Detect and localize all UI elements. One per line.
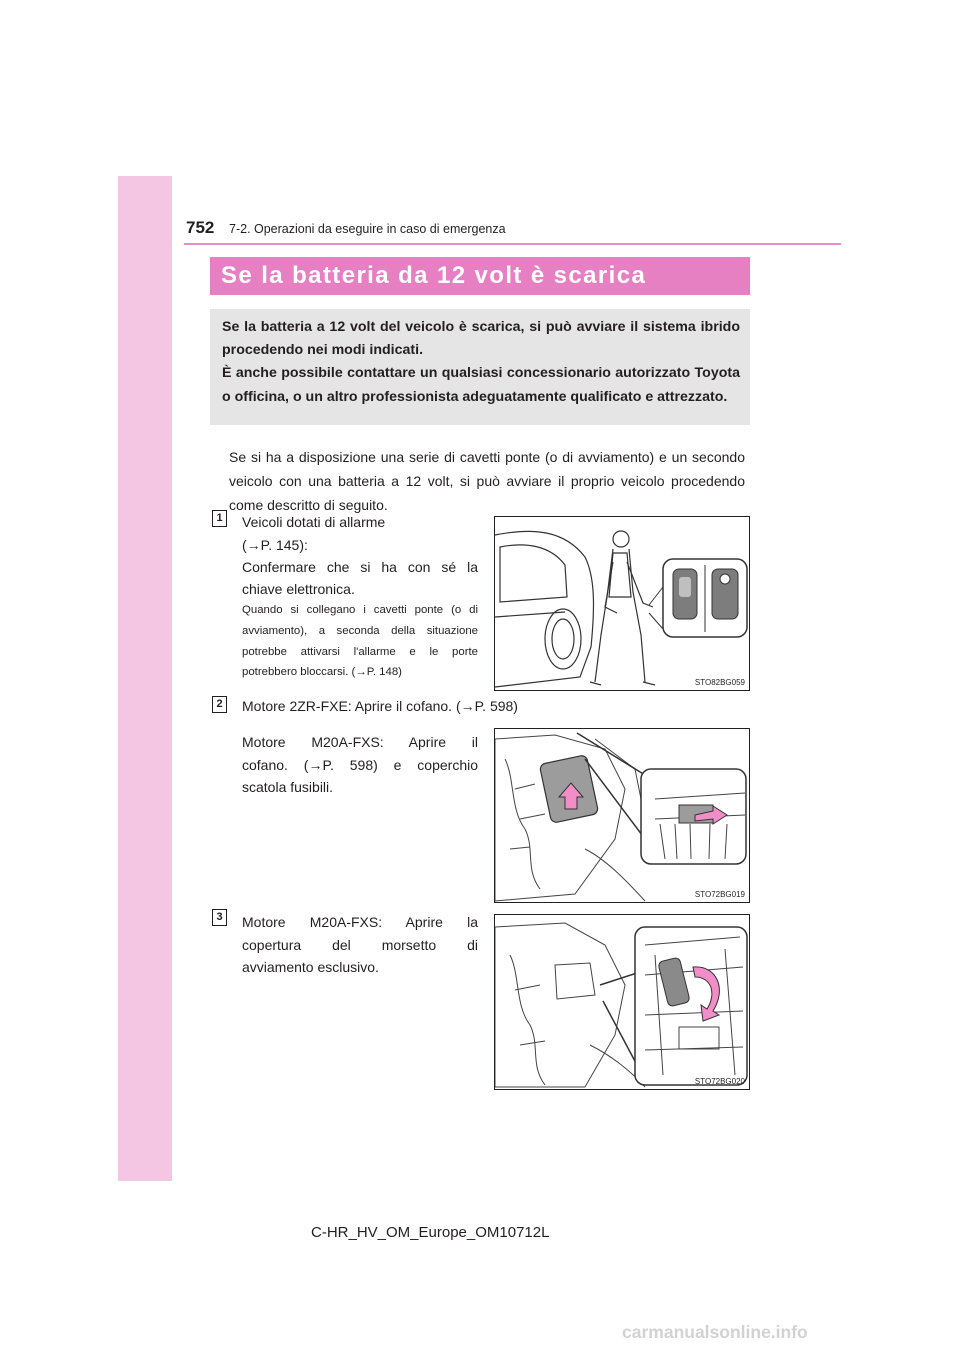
footer-document-code: C-HR_HV_OM_Europe_OM10712L — [311, 1224, 550, 1241]
figure-fuse-box-cover — [494, 728, 750, 903]
figure-2-code: STO72BG019 — [694, 890, 745, 899]
terminal-cover-illustration — [495, 915, 750, 1090]
figure-3-code: STO72BG020 — [694, 1077, 745, 1086]
header-rule — [184, 243, 841, 245]
figure-person-with-smart-key — [494, 516, 750, 691]
step-1-line-1: Veicoli dotati di allarme — [242, 514, 386, 530]
intro-line-1: Se la batteria a 12 volt del veicolo è scarica, si può avviare il sistema ibrido procedendo nei modi indicati. — [222, 319, 740, 359]
step-1-line-2: (→P. 145): — [242, 537, 308, 553]
step-3-number: 3 — [212, 909, 227, 926]
page-title: Se la batteria da 12 volt è scarica — [210, 257, 750, 295]
figure-1-code: STO82BG059 — [694, 678, 745, 687]
step-2-sub-line-2: cofano. (→P. 598) e coperchio — [242, 757, 478, 773]
step-3-line-2: copertura del morsetto di — [242, 937, 478, 953]
watermark: carmanualsonline.info — [622, 1322, 808, 1342]
step-3-line-3: avviamento esclusivo. — [242, 959, 379, 975]
section-header: 7-2. Operazioni da eseguire in caso di emergenza — [229, 222, 506, 236]
step-1-note: Quando si collegano i cavetti ponte (o di avviamento), a seconda della situazione potrebbe attivarsi l'allarme e le porte potrebbero bloccarsi. (→P. 148) — [242, 604, 478, 679]
step-1-number: 1 — [212, 510, 227, 527]
step-1-line-3: Confermare che si ha con sé la — [242, 559, 478, 575]
body-paragraph: Se si ha a disposizione una serie di cavetti ponte (o di avviamento) e un secondo veicolo con una batteria a 12 volt, si può avviare il proprio veicolo procedendo come descritto di seguito. — [229, 449, 745, 513]
step-1-line-4: chiave elettronica. — [242, 581, 355, 597]
figure-jump-start-terminal-cover — [494, 914, 750, 1090]
page-number: 752 — [186, 218, 215, 237]
step-2-text: Motore 2ZR-FXE: Aprire il cofano. (→P. 598) — [242, 698, 518, 714]
step-2-sub-line-3: scatola fusibili. — [242, 779, 334, 795]
intro-line-2: È anche possibile contattare un qualsiasi concessionario autorizzato Toyota o officina, o un altro professionista adeguatamente qualificato e attrezzato. — [222, 365, 740, 405]
person-car-illustration — [495, 517, 750, 691]
chapter-sidebar-tab — [118, 176, 172, 1181]
step-2-sub-line-1: Motore M20A-FXS: Aprire il — [242, 734, 478, 750]
step-2-number: 2 — [212, 696, 227, 713]
intro-box — [210, 309, 750, 425]
engine-fuse-box-illustration — [495, 729, 750, 903]
step-3-line-1: Motore M20A-FXS: Aprire la — [242, 914, 478, 930]
